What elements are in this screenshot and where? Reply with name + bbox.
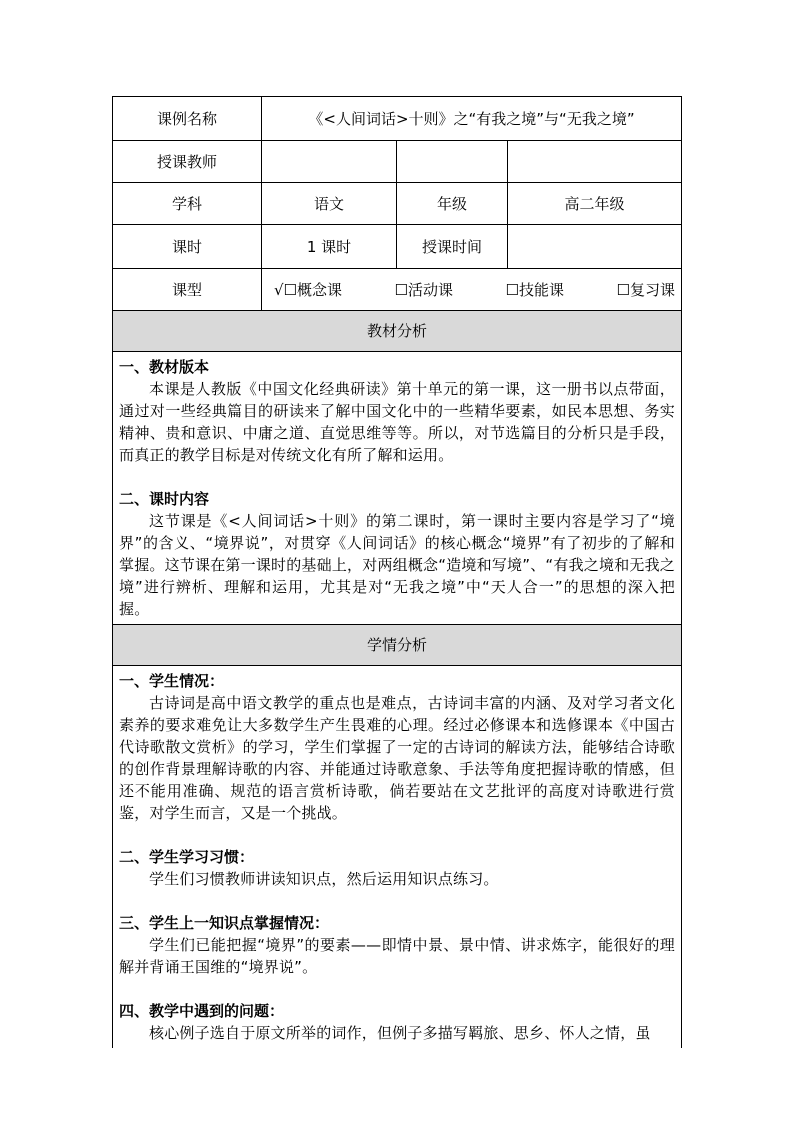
learner-section-3-text: 学生们已能把握“境界”的要素——即情中景、景中情、讲求炼字，能很好的理解并背诵王国维的“境界说”。 xyxy=(119,936,675,976)
grade-value: 高二年级 xyxy=(508,183,682,225)
option-activity-checkbox[interactable]: ☐活动课 xyxy=(394,280,453,299)
learner-header-row xyxy=(113,625,682,666)
material-section-2-title: 二、课时内容 xyxy=(119,490,210,508)
material-header-row xyxy=(113,311,682,352)
material-content xyxy=(113,352,682,625)
course-name-value: 《<人间词话>十则》之“有我之境”与“无我之境” xyxy=(262,97,682,141)
teacher-label: 授课教师 xyxy=(113,141,262,183)
material-section-1-text: 本课是人教版《中国文化经典研读》第十单元的第一课，这一册书以点带面，通过对一些经典篇目的研读来了解中国文化中的一些精华要素，如民本思想、务实精神、贵和意识、中庸之道、直觉思维等等。所以，对节选篇目的分析只是手段，而真正的教学目标是对传统文化有所了解和运用。 xyxy=(119,380,675,464)
material-section-1-title: 一、教材版本 xyxy=(119,358,210,376)
option-concept-checkbox[interactable]: √☐概念课 xyxy=(274,280,343,299)
hours-value: 1 课时 xyxy=(262,225,397,269)
learner-section-4-text: 核心例子选自于原文所举的词作，但例子多描写羁旅、思乡、怀人之情，虽 xyxy=(149,1024,651,1042)
teacher-blank-cell-1 xyxy=(397,141,508,183)
learner-section-3-title: 三、学生上一知识点掌握情况： xyxy=(119,914,330,932)
learner-content xyxy=(113,666,682,1049)
learner-content-row xyxy=(113,666,682,1049)
material-section-2-text: 这节课是《<人间词话>十则》的第二课时，第一课时主要内容是学习了“境界”的含义、“境界说”，对贯穿《人间词话》的核心概念“境界”有了初步的了解和掌握。这节课在第一课时的基础上，对两组概念“造境和写境”、“有我之境和无我之境”进行辨析、理解和运用，尤其是对“无我之境”中“天人合一”的思想的深入把握。 xyxy=(119,512,675,618)
course-name-label: 课例名称 xyxy=(113,97,262,141)
time-label: 授课时间 xyxy=(397,225,508,269)
type-label: 课型 xyxy=(113,269,262,311)
course-name-row xyxy=(113,97,682,141)
hours-row xyxy=(113,225,682,269)
type-row xyxy=(113,269,682,311)
teacher-row xyxy=(113,141,682,183)
learner-section-2-title: 二、学生学习习惯： xyxy=(119,848,255,866)
type-options xyxy=(262,269,682,311)
teacher-blank-cell-2 xyxy=(508,141,682,183)
lesson-plan-table xyxy=(112,96,682,1048)
option-review-checkbox[interactable]: ☐复习课 xyxy=(616,280,675,299)
material-content-row xyxy=(113,352,682,625)
option-skill-checkbox[interactable]: ☐技能课 xyxy=(505,280,564,299)
learner-section-1-title: 一、学生情况： xyxy=(119,672,225,690)
hours-label: 课时 xyxy=(113,225,262,269)
subject-row xyxy=(113,183,682,225)
learner-section-4-title: 四、教学中遇到的问题： xyxy=(119,1002,285,1020)
time-value xyxy=(508,225,682,269)
learner-section-1-text: 古诗词是高中语文教学的重点也是难点，古诗词丰富的内涵、及对学习者文化素养的要求难免让大多数学生产生畏难的心理。经过必修课本和选修课本《中国古代诗歌散文赏析》的学习，学生们掌握了一定的古诗词的解读方法，能够结合诗歌的创作背景理解诗歌的内容、并能通过诗歌意象、手法等角度把握诗歌的情感，但还不能用准确、规范的语言赏析诗歌，倘若要站在文艺批评的高度对诗歌进行赏鉴，对学生而言，又是一个挑战。 xyxy=(119,694,675,822)
subject-label: 学科 xyxy=(113,183,262,225)
learner-section-2-text: 学生们习惯教师讲读知识点，然后运用知识点练习。 xyxy=(149,870,499,888)
learner-header: 学情分析 xyxy=(113,625,682,666)
subject-value: 语文 xyxy=(262,183,397,225)
material-header: 教材分析 xyxy=(113,311,682,352)
grade-label: 年级 xyxy=(397,183,508,225)
teacher-value xyxy=(262,141,397,183)
